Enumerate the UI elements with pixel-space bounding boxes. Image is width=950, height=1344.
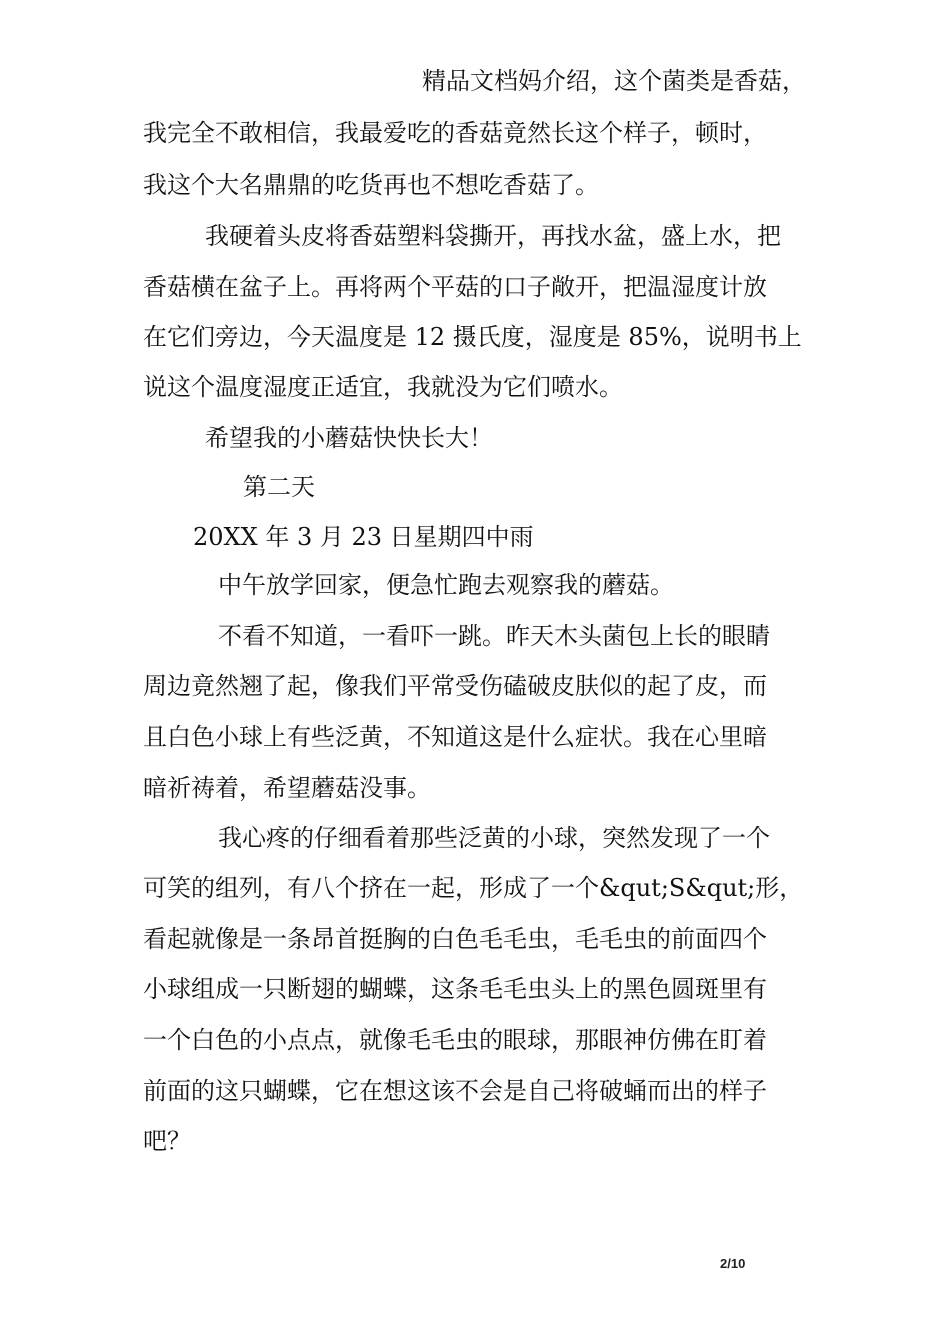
text-line: 我硬着头皮将香菇塑料袋撕开，再找水盆，盛上水，把 [205, 222, 781, 250]
text-line: 看起就像是一条昂首挺胸的白色毛毛虫，毛毛虫的前面四个 [143, 925, 767, 953]
text-line: 吧？ [143, 1127, 191, 1155]
text-line: 中午放学回家，便急忙跑去观察我的蘑菇。 [218, 571, 674, 599]
page-number: 2/10 [720, 1256, 746, 1271]
text-line: 前面的这只蝴蝶，它在想这该不会是自己将破蛹而出的样子 [143, 1077, 767, 1105]
text-line: 一个白色的小点点，就像毛毛虫的眼球，那眼神仿佛在盯着 [143, 1026, 767, 1054]
text-line: 暗祈祷着，希望蘑菇没事。 [143, 774, 431, 802]
text-line: 说这个温度湿度正适宜，我就没为它们喷水。 [143, 373, 623, 401]
text-line: 我心疼的仔细看着那些泛黄的小球，突然发现了一个 [218, 824, 770, 852]
text-line: 香菇横在盆子上。再将两个平菇的口子敞开，把温湿度计放 [143, 273, 767, 301]
text-line: 可笑的组列，有八个挤在一起，形成了一个&qut;S&qut;形， [143, 874, 804, 902]
diary-date: 20XX 年 3 月 23 日星期四中雨 [193, 523, 534, 551]
text-line: 在它们旁边，今天温度是 12 摄氏度，湿度是 85%，说明书上 [143, 323, 802, 351]
text-line: 周边竟然翘了起，像我们平常受伤磕破皮肤似的起了皮，而 [143, 672, 767, 700]
text-line: 不看不知道，一看吓一跳。昨天木头菌包上长的眼睛 [218, 622, 770, 650]
text-line: 我这个大名鼎鼎的吃货再也不想吃香菇了。 [143, 171, 599, 199]
text-line: 精品文档妈介绍，这个菌类是香菇， [422, 67, 806, 95]
text-line: 且白色小球上有些泛黄，不知道这是什么症状。我在心里暗 [143, 723, 767, 751]
section-heading: 第二天 [243, 473, 315, 501]
text-line: 小球组成一只断翅的蝴蝶，这条毛毛虫头上的黑色圆斑里有 [143, 975, 767, 1003]
text-line: 我完全不敢相信，我最爱吃的香菇竟然长这个样子，顿时， [143, 119, 767, 147]
text-line: 希望我的小蘑菇快快长大！ [205, 424, 493, 452]
